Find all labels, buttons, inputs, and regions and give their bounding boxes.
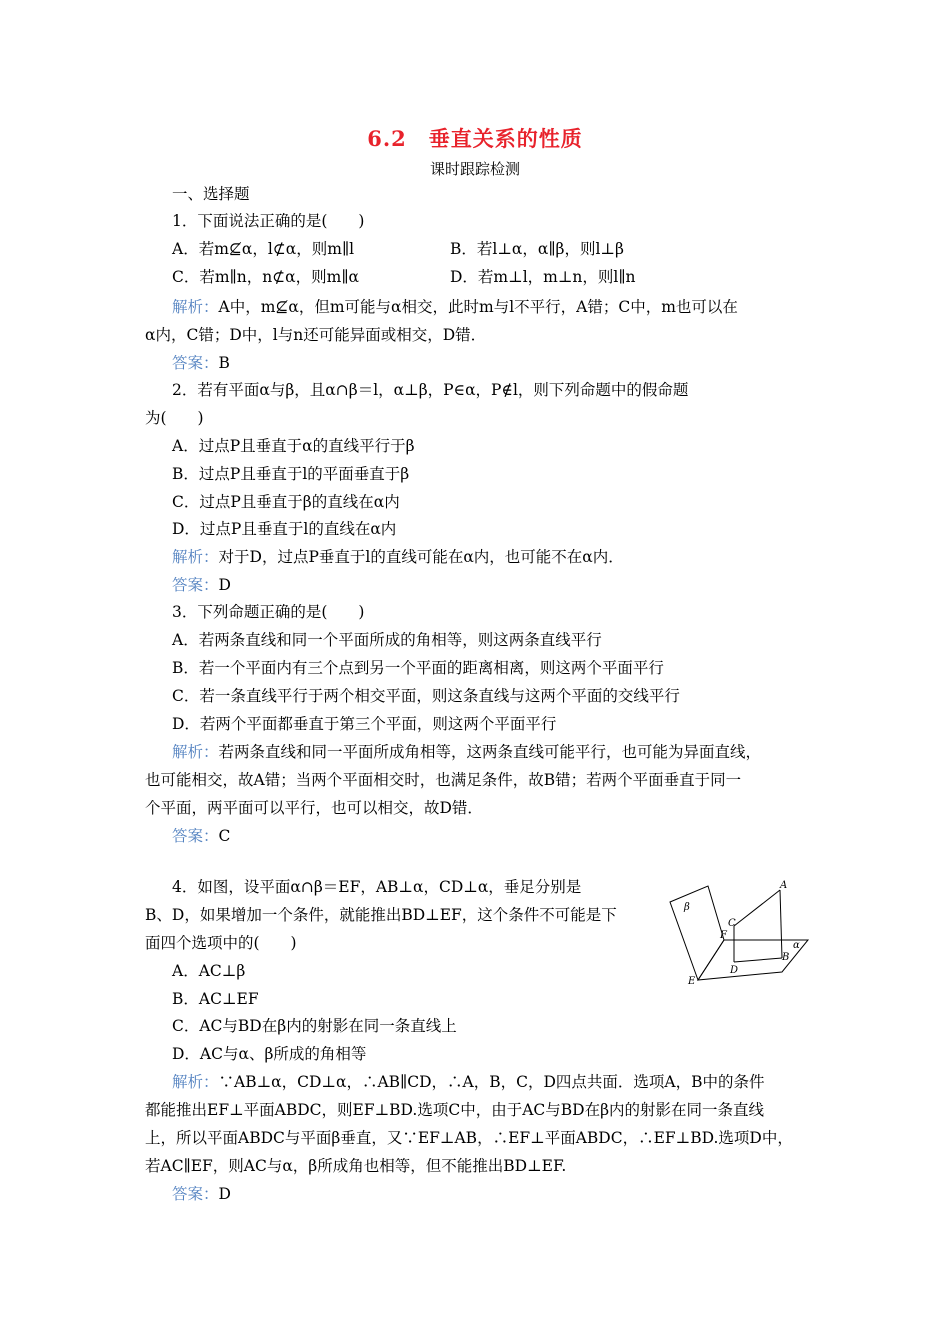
q1-analysis-line1 <box>172 296 738 318</box>
q4-geometry-figure <box>662 876 812 986</box>
q4-answer <box>172 1183 231 1205</box>
label-D: D <box>730 965 739 976</box>
q2-analysis <box>172 546 624 568</box>
label-A: A <box>780 880 788 891</box>
plane-beta <box>670 886 724 980</box>
q4-option-b: B．AC⊥EF <box>172 990 259 1008</box>
page-subtitle: 课时跟踪检测 <box>429 160 520 178</box>
q3-stem: 3．下列命题正确的是( ) <box>172 603 365 621</box>
q2-option-b: B．过点P且垂直于l的平面垂直于β <box>172 465 410 483</box>
q1-analysis-line2: α内，C错；D中，l与n还可能异面或相交，D错． <box>145 326 487 344</box>
q3-option-b: B．若一个平面内有三个点到另一个平面的距离相离，则这两个平面平行 <box>172 659 664 677</box>
q1-stem: 1．下面说法正确的是( ) <box>172 212 365 230</box>
q3-option-c: C．若一条直线平行于两个相交平面，则这条直线与这两个平面的交线平行 <box>172 687 680 705</box>
q4-analysis-line3: 上，所以平面ABDC与平面β垂直，又∵EF⊥AB，∴EF⊥平面ABDC，∴EF⊥BD.选项D中， <box>145 1129 793 1147</box>
q3-analysis-line3: 个平面，两平面可以平行，也可以相交，故D错． <box>145 799 483 817</box>
analysis-text: A中，m⊈α，但m可能与α相交，此时m与l不平行，A错；C中，m也可以在 <box>218 298 738 316</box>
label-B: B <box>782 952 790 963</box>
q3-answer <box>172 825 230 847</box>
q4-option-d: D．AC与α、β所成的角相等 <box>172 1045 367 1063</box>
answer-label: 答案： <box>172 576 219 594</box>
analysis-label: 解析： <box>172 298 219 316</box>
section-heading: 一、选择题 <box>172 185 250 203</box>
q4-stem-line2: B、D，如果增加一个条件，就能推出BD⊥EF，这个条件不可能是下 <box>145 906 617 924</box>
label-F: F <box>720 930 727 941</box>
q1-option-b: B．若l⊥α，α∥β，则l⊥β <box>450 240 624 258</box>
q2-option-a: A．过点P且垂直于α的直线平行于β <box>172 437 415 455</box>
analysis-text: ∵AB⊥α，CD⊥α，∴AB∥CD，∴A，B，C，D四点共面．选项A，B中的条件 <box>218 1073 765 1091</box>
answer-value: D <box>218 576 231 594</box>
q1-answer <box>172 352 230 374</box>
page-title: 6.2 垂直关系的性质 <box>367 126 583 151</box>
analysis-text: 对于D，过点P垂直于l的直线可能在α内，也可能不在α内． <box>218 548 624 566</box>
label-beta: β <box>684 902 690 913</box>
q2-stem-line2: 为( ) <box>145 409 204 427</box>
answer-label: 答案： <box>172 1185 219 1203</box>
q2-option-c: C．过点P且垂直于β的直线在α内 <box>172 493 400 511</box>
q2-option-d: D．过点P且垂直于l的直线在α内 <box>172 520 397 538</box>
label-E: E <box>688 976 696 986</box>
segment-AB <box>780 890 782 958</box>
answer-value: B <box>218 354 230 372</box>
answer-label: 答案： <box>172 827 219 845</box>
analysis-label: 解析： <box>172 548 219 566</box>
analysis-text: 若两条直线和同一平面所成角相等，这两条直线可能平行，也可能为异面直线， <box>218 743 762 761</box>
q4-stem-line1: 4．如图，设平面α∩β＝EF，AB⊥α，CD⊥α，垂足分别是 <box>172 878 582 896</box>
answer-label: 答案： <box>172 354 219 372</box>
analysis-label: 解析： <box>172 743 219 761</box>
q2-answer <box>172 574 231 596</box>
q4-stem-line3: 面四个选项中的( ) <box>145 934 297 952</box>
analysis-label: 解析： <box>172 1073 219 1091</box>
answer-value: C <box>218 827 231 845</box>
q2-stem-line1: 2．若有平面α与β，且α∩β＝l，α⊥β，P∈α，P∉l，则下列命题中的假命题 <box>172 381 689 399</box>
label-C: C <box>728 918 736 929</box>
answer-value: D <box>218 1185 231 1203</box>
q3-analysis-line1 <box>172 741 761 763</box>
segment-DB <box>734 958 782 962</box>
q4-analysis-line1 <box>172 1071 764 1093</box>
q3-option-a: A．若两条直线和同一个平面所成的角相等，则这两条直线平行 <box>172 631 602 649</box>
q4-analysis-line4: 若AC∥EF，则AC与α，β所成角也相等，但不能推出BD⊥EF. <box>145 1157 567 1175</box>
q4-option-a: A．AC⊥β <box>172 962 246 980</box>
q1-option-c: C．若m∥n，n⊄α，则m∥α <box>172 268 359 286</box>
q3-option-d: D．若两个平面都垂直于第三个平面，则这两个平面平行 <box>172 715 557 733</box>
q4-analysis-line2: 都能推出EF⊥平面ABDC，则EF⊥BD.选项C中，由于AC与BD在β内的射影在同一条直线 <box>145 1101 765 1119</box>
segment-AC <box>734 890 780 926</box>
q3-analysis-line2: 也可能相交，故A错；当两个平面相交时，也满足条件，故B错；若两个平面垂直于同一 <box>145 771 742 789</box>
q4-option-c: C．AC与BD在β内的射影在同一条直线上 <box>172 1017 457 1035</box>
label-alpha: α <box>793 940 800 951</box>
q1-option-d: D．若m⊥l，m⊥n，则l∥n <box>450 268 636 286</box>
q1-option-a: A．若m⊈α，l⊄α，则m∥l <box>172 240 355 258</box>
